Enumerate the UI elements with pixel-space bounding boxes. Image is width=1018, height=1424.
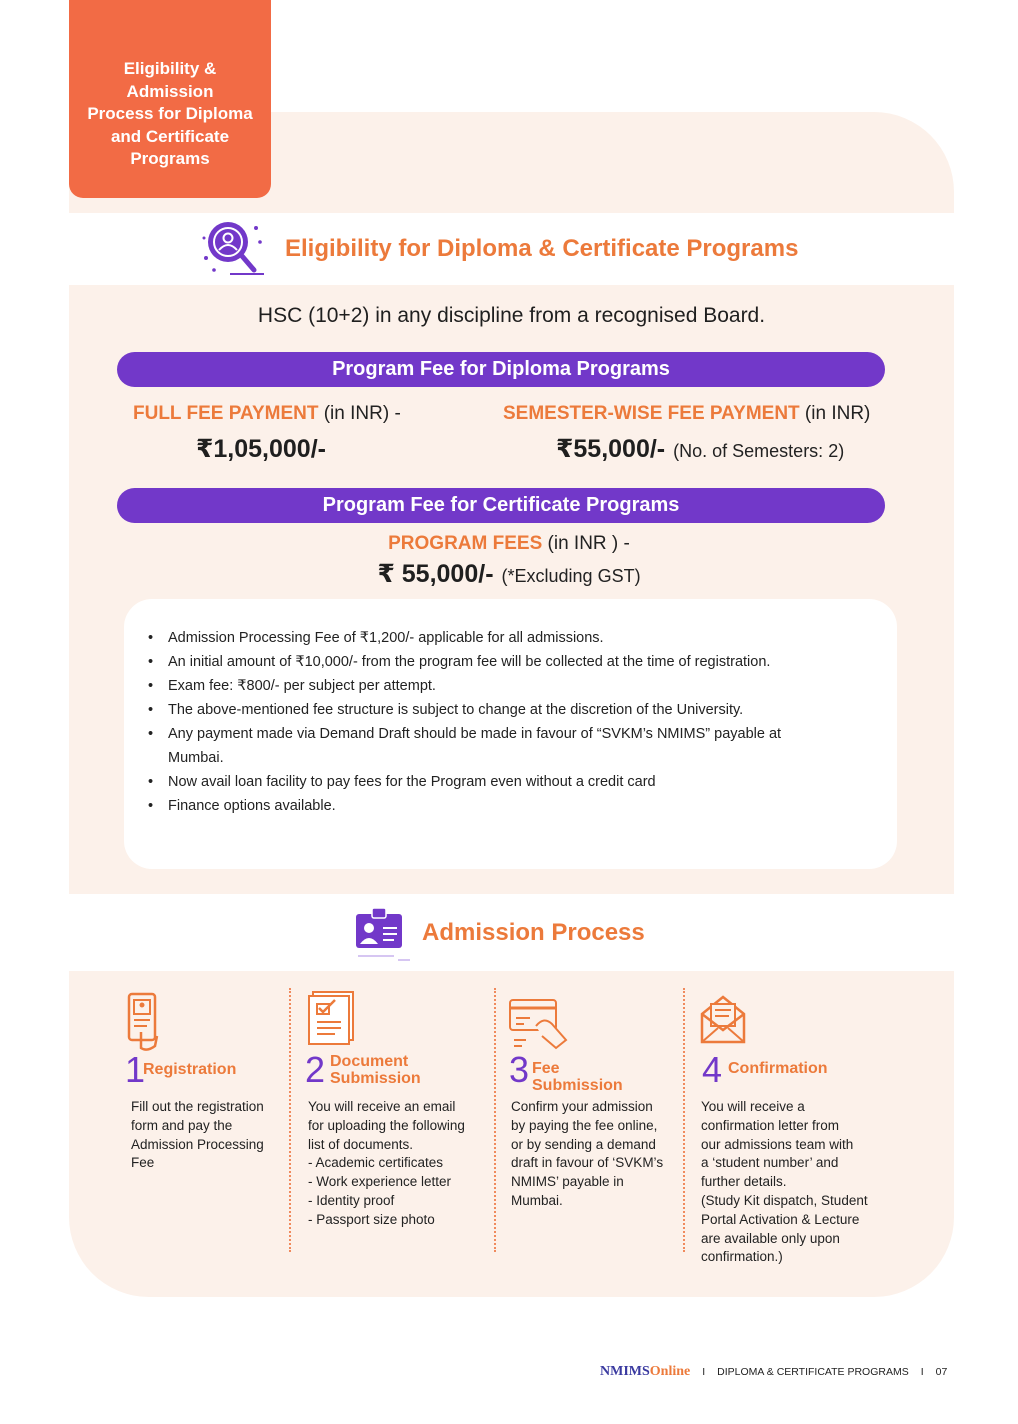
section-tag <box>69 0 271 198</box>
tag-line: Programs <box>130 149 210 168</box>
certificate-fee-suffix: (in INR ) - <box>542 533 630 554</box>
step-divider <box>289 988 291 1252</box>
eligibility-requirement: HSC (10+2) in any discipline from a recognised Board. <box>257 304 766 327</box>
page-footer <box>600 1364 947 1380</box>
page-number: 07 <box>935 1366 948 1378</box>
footer-separator: I <box>920 1366 924 1378</box>
list-item: • Any payment made via Demand Draft should be made in favour of “SVKM’s NMIMS” payable at Mumbai. <box>148 722 877 770</box>
step-description: You will receive a confirmation letter from our admissions team with a ‘student number’ and further details. (Study Kit dispatch, Student Portal Activation & Lecture are available only upon confirmation.) <box>701 1099 868 1265</box>
id-card-icon <box>354 906 410 964</box>
certificate-fee-banner: Program Fee for Certificate Programs <box>117 488 885 523</box>
list-item: • An initial amount of ₹10,000/- from the program fee will be collected at the time of registration. <box>148 650 877 674</box>
eligibility-search-icon <box>200 218 268 280</box>
card-payment-icon <box>508 996 576 1050</box>
mobile-registration-icon <box>127 992 161 1052</box>
list-item: • Now avail loan facility to pay fees for the Program even without a credit card <box>148 770 877 794</box>
list-item: • Finance options available. <box>148 794 877 818</box>
list-item: • Exam fee: ₹800/- per subject per attempt. <box>148 674 877 698</box>
step-divider <box>494 988 496 1252</box>
tag-line: Eligibility & <box>123 59 217 78</box>
step-title: Confirmation <box>728 1060 828 1077</box>
gst-note: (*Excluding GST) <box>501 566 641 586</box>
certificate-fee-title: PROGRAM FEES <box>388 533 543 554</box>
step-description: You will receive an email for uploading the following list of documents. - Academic certificates - Work experience letter - Identity proof - Passport size photo <box>308 1099 465 1227</box>
tag-line: and Certificate <box>110 126 230 146</box>
fee-notes-list <box>148 626 877 818</box>
brand-name-part: NMIMS <box>600 1364 650 1379</box>
eligibility-title: Eligibility for Diploma & Certificate Programs <box>285 235 799 262</box>
eligibility-header <box>200 218 798 280</box>
step-number: 4 <box>702 1049 723 1090</box>
certificate-amount-value: ₹ 55,000/- <box>377 560 494 588</box>
list-item: • The above-mentioned fee structure is subject to change at the discretion of the University. <box>148 698 877 722</box>
semester-fee-label <box>503 403 870 425</box>
step-number: 1 <box>125 1049 146 1090</box>
brand-logo <box>600 1364 690 1380</box>
semester-fee-title: SEMESTER-WISE FEE PAYMENT <box>503 403 800 424</box>
semester-amount-value: ₹55,000/- <box>556 435 666 463</box>
list-item: • Admission Processing Fee of ₹1,200/- applicable for all admissions. <box>148 626 877 650</box>
admission-title: Admission Process <box>422 919 645 946</box>
footer-separator: I <box>702 1366 706 1378</box>
step-description: Fill out the registration form and pay the Admission Processing Fee <box>131 1099 264 1171</box>
step-number: 3 <box>509 1049 530 1090</box>
document-check-icon <box>305 990 357 1046</box>
step-divider <box>683 988 685 1252</box>
full-fee-label <box>133 403 401 425</box>
tag-line: Admission <box>126 81 214 101</box>
tag-line: Process for Diploma <box>87 104 253 123</box>
semester-fee-amount <box>556 434 844 464</box>
certificate-fee-amount <box>0 559 1018 589</box>
step-number: 2 <box>305 1049 326 1090</box>
brand-name-part: Online <box>649 1364 691 1379</box>
certificate-fee-label <box>0 533 1018 555</box>
step-title: Registration <box>143 1061 237 1078</box>
step-title: Fee Submission <box>532 1060 623 1094</box>
full-fee-amount: ₹1,05,000/- <box>196 435 326 463</box>
envelope-letter-icon <box>699 994 749 1046</box>
fee-notes-card <box>124 599 897 869</box>
diploma-fee-banner: Program Fee for Diploma Programs <box>117 352 885 387</box>
full-fee-title: FULL FEE PAYMENT <box>133 403 319 424</box>
footer-program-name: DIPLOMA & CERTIFICATE PROGRAMS <box>717 1366 909 1378</box>
step-description: Confirm your admission by paying the fee online, or by sending a demand draft in favour of ‘SVKM’s NMIMS’ payable in Mumbai. <box>511 1099 664 1208</box>
full-fee-suffix: (in INR) - <box>318 403 401 424</box>
semester-fee-suffix: (in INR) <box>799 403 871 424</box>
semester-count-note: (No. of Semesters: 2) <box>673 441 845 461</box>
admission-header <box>354 906 645 964</box>
step-title: Document Submission <box>330 1053 421 1087</box>
